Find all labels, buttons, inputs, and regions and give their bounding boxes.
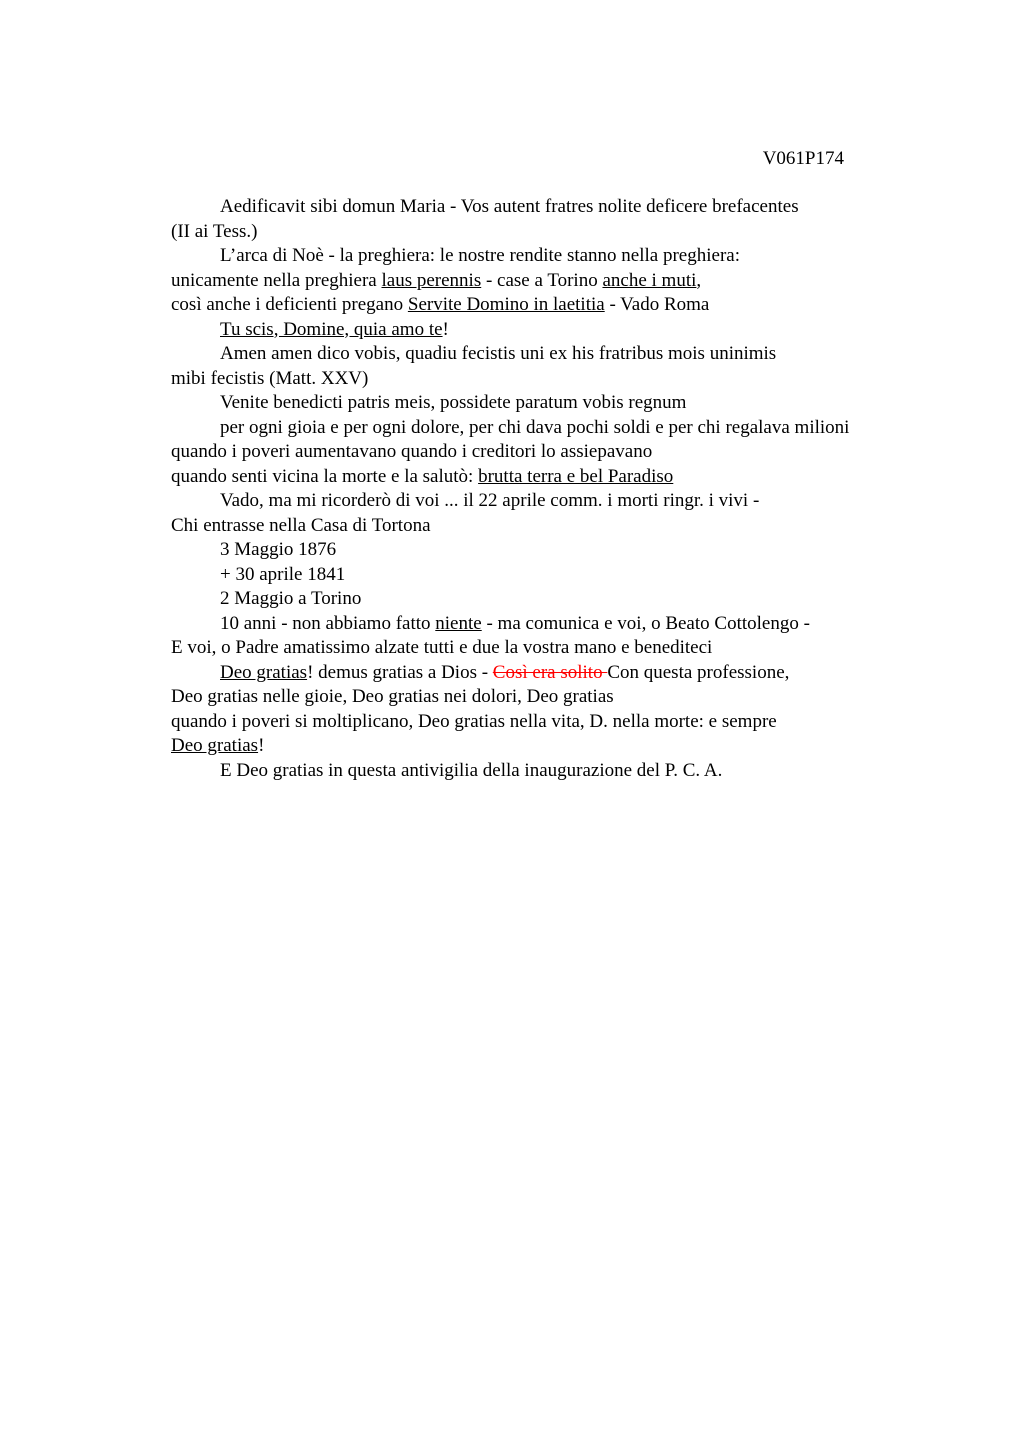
text-line: quando i poveri aumentavano quando i creditori lo assiepavano: [171, 441, 653, 462]
underlined-phrase: laus perennis: [381, 269, 482, 291]
text-run: !: [442, 318, 449, 340]
text-line: Vado, ma mi ricorderò di voi ... il 22 aprile comm. i morti ringr. i vivi -: [220, 490, 760, 511]
text-line: E Deo gratias in questa antivigilia della inaugurazione del P. C. A.: [220, 759, 723, 781]
text-line: Deo gratias nelle gioie, Deo gratias nei dolori, Deo gratias: [171, 686, 614, 707]
text-run: !: [258, 735, 265, 756]
underlined-phrase: Servite Domino in laetitia: [407, 294, 605, 315]
text-run: quando senti vicina la morte e la salutò:: [171, 465, 479, 487]
text-line: [171, 318, 931, 343]
underlined-phrase: anche i muti: [602, 269, 697, 291]
underlined-phrase: brutta terra e bel Paradiso: [478, 465, 674, 487]
text-line: Aedificavit sibi domun Maria - Vos autent fratres nolite deficere brefacentes: [220, 196, 799, 217]
text-line: E voi, o Padre amatissimo alzate tutti e due la vostra mano e benediteci: [171, 637, 713, 658]
date-line: 2 Maggio a Torino: [220, 588, 362, 609]
text-run: ! demus gratias a Dios -: [307, 661, 493, 683]
text-run: così anche i deficienti pregano: [171, 294, 408, 315]
date-line: + 30 aprile 1841: [220, 563, 346, 585]
underlined-phrase: Tu scis, Domine, quia amo te: [220, 318, 443, 340]
text-line: Venite benedicti patris meis, possidete paratum vobis regnum: [220, 392, 687, 413]
page-reference: V061P174: [762, 148, 844, 169]
underlined-phrase: Deo gratias: [220, 661, 308, 683]
text-line: [171, 465, 931, 490]
text-line: [171, 734, 931, 759]
text-line: Amen amen dico vobis, quadiu fecistis uni ex his fratribus mois uninimis: [220, 343, 777, 364]
text-line: [171, 269, 931, 294]
document-body: [171, 195, 931, 783]
text-line: [171, 612, 931, 637]
text-line: [171, 293, 931, 318]
text-line: (II ai Tess.): [171, 220, 258, 242]
text-run: - Vado Roma: [604, 294, 710, 315]
text-run: - case a Torino: [481, 269, 603, 291]
text-run: 10 anni - non abbiamo fatto: [220, 612, 436, 634]
underlined-phrase: niente: [435, 612, 482, 634]
text-line: Chi entrasse nella Casa di Tortona: [171, 514, 431, 536]
text-line: mibi fecistis (Matt. XXV): [171, 367, 369, 389]
text-run: Con questa professione,: [607, 661, 790, 683]
text-run: unicamente nella preghiera: [171, 269, 382, 291]
text-line: quando i poveri si moltiplicano, Deo gratias nella vita, D. nella morte: e sempre: [171, 710, 777, 732]
text-run: ,: [696, 269, 702, 291]
text-line: L’arca di Noè - la preghiera: le nostre rendite stanno nella preghiera:: [220, 245, 740, 266]
deleted-phrase: Così era solito: [492, 661, 608, 683]
underlined-phrase: Deo gratias: [171, 735, 259, 756]
text-line: per ogni gioia e per ogni dolore, per chi dava pochi soldi e per chi regalava milioni: [220, 416, 850, 438]
text-line: [171, 661, 931, 686]
date-line: 3 Maggio 1876: [220, 539, 337, 560]
text-run: - ma comunica e voi, o Beato Cottolengo -: [481, 612, 810, 634]
